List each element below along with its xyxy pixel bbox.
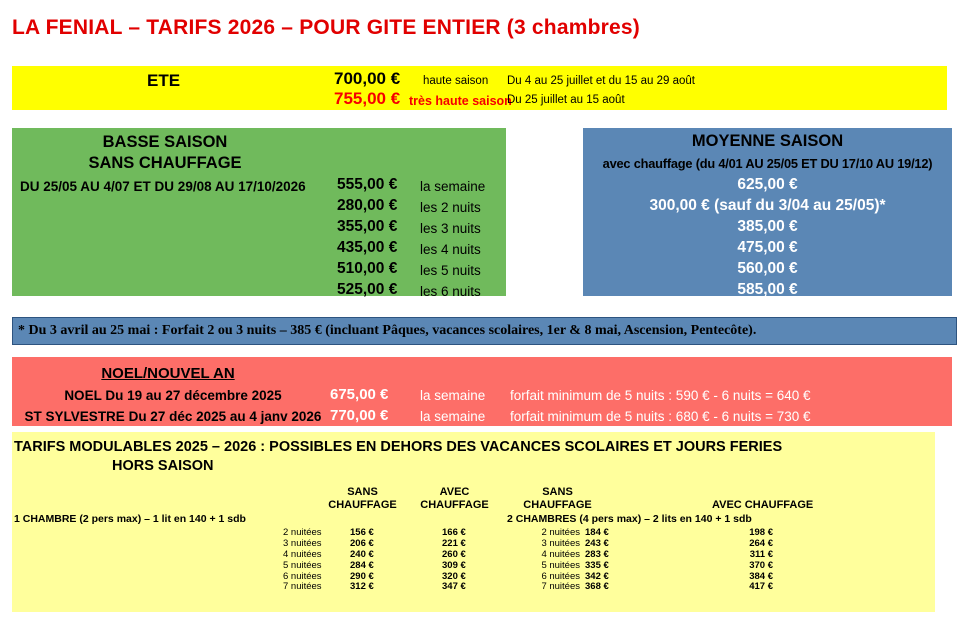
nights-label: 5 nuitées [283,559,322,571]
low-season-period: DU 25/05 AU 4/07 ET DU 29/08 AU 17/10/2026 [20,179,306,194]
price-value: 260 € [442,548,466,560]
summer-peak-season-price: 755,00 € [334,89,401,108]
nights-label: 3 nuitées [541,537,580,549]
header-right-sans-chauffage [515,486,600,512]
price-value: 355,00 € [337,218,398,235]
christmas-newyear-box [12,357,952,426]
price-value: 475,00 € [737,239,798,256]
low-season-title: BASSE SAISON [102,133,228,151]
page-title: LA FENIAL – TARIFS 2026 – POUR GITE ENTIER (3 chambres) [12,16,640,39]
mid-season-prices [583,174,952,300]
two-bedroom-title: 2 CHAMBRES (4 pers max) – 2 lits en 140 + 1 sdb [507,513,752,525]
christmas-title: NOEL/NOUVEL AN [101,365,235,382]
price-value: 370 € [749,559,773,571]
one-bedroom-title: 1 CHAMBRE (2 pers max) – 1 lit en 140 + 1 sdb [14,513,246,525]
price-value: 166 € [442,527,466,538]
price-value: 335 € [585,559,609,571]
price-value: 284 € [350,559,374,571]
price-value: 184 € [585,527,609,538]
nights-label: 4 nuitées [541,548,580,560]
nights-label: 3 nuitées [283,537,322,549]
low-season-prices [337,174,397,300]
nights-label: 2 nuitées [283,527,322,538]
low-season-subtitle: SANS CHAUFFAGE [88,154,242,172]
nights-label: 2 nuitées [541,527,580,538]
price-value: 385,00 € [737,218,798,235]
duration-label: les 6 nuits [420,284,481,299]
price-value: 311 € [749,548,773,560]
header-right-avec-chauffage: AVEC CHAUFFAGE [712,499,814,511]
header-left-avec-chauffage [412,486,497,512]
header-word: AVEC [439,486,470,498]
summer-season-band [12,66,947,110]
price-value: 240 € [350,548,374,560]
price-value: 347 € [442,581,466,593]
summer-peak-season-dates: Du 25 juillet au 15 août [507,94,625,106]
summer-peak-season-label: très haute saison [409,94,512,108]
spring-forfait-note: * Du 3 avril au 25 mai : Forfait 2 ou 3 nuits – 385 € (incluant Pâques, vacances scolaires, 1er & 8 mai, Ascension, Pentecôte). [12,317,957,345]
summer-high-season-dates: Du 4 au 25 juillet et du 15 au 29 août [507,75,695,87]
price-value: 198 € [749,527,773,538]
nights-label: 7 nuitées [541,581,580,593]
price-value: 283 € [585,548,609,560]
nights-label: 6 nuitées [541,570,580,582]
two-bedroom-sans-prices [585,528,609,593]
price-value: 525,00 € [337,281,398,298]
one-bedroom-sans-prices [350,528,374,593]
summer-high-season-label: haute saison [423,75,489,87]
low-season-duration-labels [420,176,485,302]
nights-label: 6 nuitées [283,570,322,582]
price-value: 156 € [350,527,374,538]
header-word: SANS [542,486,573,498]
mid-season-box [583,128,952,296]
price-value: 510,00 € [337,260,398,277]
one-bedroom-avec-prices [442,528,466,593]
price-value: 309 € [442,559,466,571]
header-word: SANS [347,486,378,498]
duration-label: les 3 nuits [420,221,481,236]
price-value: 221 € [442,537,466,549]
newyear-unit: la semaine [420,409,486,424]
price-value: 560,00 € [737,260,798,277]
christmas-period-label: NOEL Du 19 au 27 décembre 2025 [64,388,282,403]
price-value: 280,00 € [337,197,398,214]
christmas-detail: forfait minimum de 5 nuits : 590 € - 6 nuits = 640 € [510,388,811,403]
duration-label: la semaine [420,179,486,194]
newyear-period-label: ST SYLVESTRE Du 27 déc 2025 au 4 janv 2026 [24,409,322,424]
price-value: 290 € [350,570,374,582]
duration-label: les 5 nuits [420,263,481,278]
nights-label: 4 nuitées [283,548,322,560]
header-word: CHAUFFAGE [523,499,592,511]
newyear-price: 770,00 € [330,407,389,424]
christmas-unit: la semaine [420,388,486,403]
nights-column-right [512,528,580,593]
off-season-subtitle: HORS SAISON [112,458,214,474]
mid-season-title: MOYENNE SAISON [691,132,844,150]
modular-rates-box [12,432,935,612]
nights-column-left [283,528,322,593]
summer-high-season-price: 700,00 € [334,69,401,88]
price-value: 555,00 € [337,176,398,193]
price-value: 342 € [585,570,609,582]
price-value: 384 € [749,570,773,582]
price-value: 312 € [350,581,374,593]
newyear-detail: forfait minimum de 5 nuits : 680 € - 6 nuits = 730 € [510,409,811,424]
header-word: CHAUFFAGE [420,499,489,511]
price-value: 417 € [749,581,773,593]
duration-label: les 4 nuits [420,242,481,257]
low-season-box [12,128,506,299]
price-value: 585,00 € [737,281,798,298]
header-left-sans-chauffage [320,486,405,512]
price-value: 435,00 € [337,239,398,256]
two-bedroom-avec-prices [713,528,773,593]
price-value: 625,00 € [737,176,798,193]
mid-season-subtitle: avec chauffage (du 4/01 AU 25/05 ET DU 17/10 AU 19/12) [602,156,933,171]
duration-label: les 2 nuits [420,200,481,215]
nights-label: 5 nuitées [541,559,580,571]
price-value: 320 € [442,570,466,582]
price-value: 243 € [585,537,609,549]
nights-label: 7 nuitées [283,581,322,593]
price-value: 300,00 € (sauf du 3/04 au 25/05)* [649,197,886,214]
price-value: 368 € [585,581,609,593]
modular-rates-title: TARIFS MODULABLES 2025 – 2026 : POSSIBLES EN DEHORS DES VACANCES SCOLAIRES ET JOURS FERIES [14,439,783,455]
low-season-heading [20,132,310,174]
price-value: 264 € [749,537,773,549]
summer-label: ETE [147,71,181,90]
christmas-price: 675,00 € [330,386,389,403]
header-word: CHAUFFAGE [328,499,397,511]
price-value: 206 € [350,537,374,549]
